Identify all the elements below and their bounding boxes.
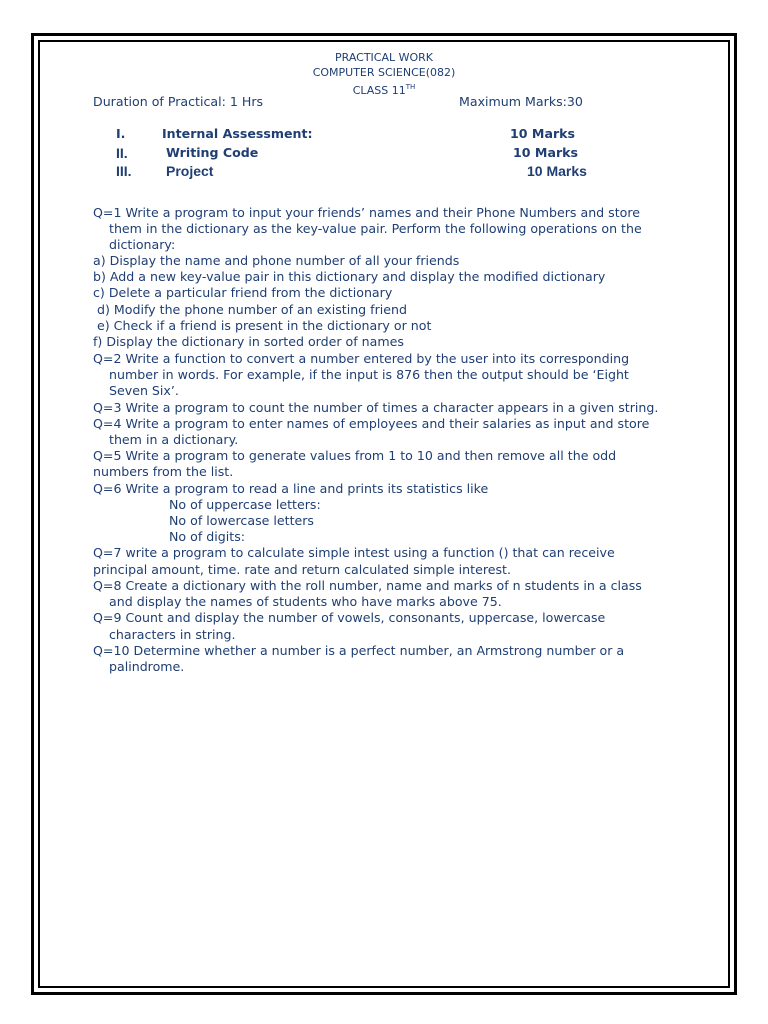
line-q1-f: f) Display the dictionary in sorted order of names — [93, 334, 404, 349]
line-q8-cont: and display the names of students who have marks above 75. — [109, 594, 502, 609]
assessment-marks-2: 10 Marks — [513, 145, 579, 160]
line-q10-cont: palindrome. — [109, 659, 185, 674]
line-q3: Q=3 Write a program to count the number of times a character appears in a given string. — [93, 400, 659, 415]
assessment-label-1: Internal Assessment: — [162, 126, 313, 141]
assessment-label-2: Writing Code — [166, 145, 259, 160]
header-class-sup: TH — [405, 83, 416, 91]
assessment-marks-3: 10 Marks — [527, 163, 587, 179]
line-q7: Q=7 write a program to calculate simple intest using a function () that can receive — [93, 545, 615, 560]
line-q2-cont: number in words. For example, if the input is 876 then the output should be ‘Eight — [109, 367, 629, 382]
line-q1-b: b) Add a new key-value pair in this dictionary and display the modified dictionary — [93, 269, 606, 284]
line-q1-d: d) Modify the phone number of an existing friend — [97, 302, 408, 317]
line-q1-e: e) Check if a friend is present in the dictionary or not — [97, 318, 432, 333]
line-q1-cont: dictionary: — [109, 237, 176, 252]
header-class-text: CLASS 11 — [352, 84, 406, 97]
line-q1-cont: them in the dictionary as the key-value pair. Perform the following operations on the — [109, 221, 642, 236]
max-marks-text: Maximum Marks:30 — [459, 94, 583, 109]
line-q9-cont: characters in string. — [109, 627, 236, 642]
line-q9: Q=9 Count and display the number of vowels, consonants, uppercase, lowercase — [93, 610, 606, 625]
line-q1: Q=1 Write a program to input your friends’ names and their Phone Numbers and store — [93, 205, 641, 220]
line-q6: Q=6 Write a program to read a line and prints its statistics like — [93, 481, 489, 496]
line-q1-c: c) Delete a particular friend from the dictionary — [93, 285, 393, 300]
assessment-num-1: I. — [116, 126, 126, 141]
line-q1-a: a) Display the name and phone number of all your friends — [93, 253, 460, 268]
line-q7-cont: principal amount, time. rate and return calculated simple interest. — [93, 562, 511, 577]
line-q8: Q=8 Create a dictionary with the roll number, name and marks of n students in a class — [93, 578, 642, 593]
line-q6-lower: No of lowercase letters — [169, 513, 314, 528]
header-subject: COMPUTER SCIENCE(082) — [312, 66, 456, 79]
assessment-label-3: Project — [166, 163, 214, 179]
page-border-inner — [38, 40, 730, 988]
line-q5: Q=5 Write a program to generate values from 1 to 10 and then remove all the odd — [93, 448, 617, 463]
line-q10: Q=10 Determine whether a number is a perfect number, an Armstrong number or a — [93, 643, 625, 658]
assessment-num-3: III. — [116, 163, 132, 179]
line-q2-cont: Seven Six’. — [109, 383, 179, 398]
assessment-marks-1: 10 Marks — [510, 126, 576, 141]
header-title: PRACTICAL WORK — [334, 51, 434, 64]
line-q4-cont: them in a dictionary. — [109, 432, 239, 447]
line-q4: Q=4 Write a program to enter names of employees and their salaries as input and store — [93, 416, 650, 431]
line-q5-cont: numbers from the list. — [93, 464, 234, 479]
line-q6-upper: No of uppercase letters: — [169, 497, 321, 512]
assessment-num-2: II. — [116, 145, 128, 161]
line-q6-digits: No of digits: — [169, 529, 245, 544]
duration-text: Duration of Practical: 1 Hrs — [93, 94, 264, 109]
line-q2: Q=2 Write a function to convert a number entered by the user into its corresponding — [93, 351, 630, 366]
